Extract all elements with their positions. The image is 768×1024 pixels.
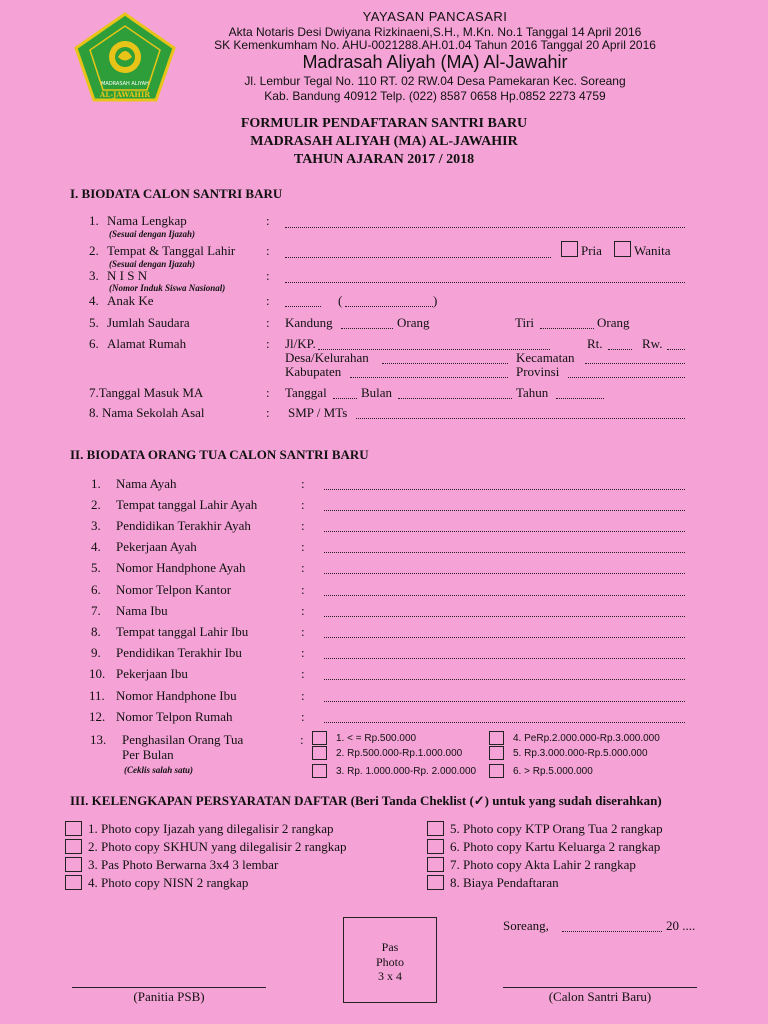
- parent-field-input[interactable]: [324, 572, 685, 574]
- school-name: Madrasah Aliyah (MA) Al-Jawahir: [302, 52, 568, 72]
- photo-label-3: 3 x 4: [378, 969, 402, 983]
- parent-field-colon: :: [301, 688, 305, 703]
- alamat-label: Alamat Rumah: [107, 336, 187, 351]
- parent-field-number: 7.: [91, 603, 101, 618]
- requirement-2-checkbox[interactable]: [65, 839, 82, 854]
- jlkp-label: Jl/KP.: [285, 336, 316, 351]
- section3-heading: III. KELENGKAPAN PERSYARATAN DAFTAR (Beri Tanda Cheklist (✓) untuk yang sudah diserahkan): [70, 793, 662, 808]
- parent-field-colon: :: [301, 603, 305, 618]
- parent-field-colon: :: [301, 539, 305, 554]
- parent-field-input[interactable]: [324, 488, 685, 490]
- year-label: 20 ....: [666, 918, 696, 933]
- parent-field-label: Pendidikan Terakhir Ibu: [116, 645, 242, 660]
- anak-input[interactable]: [285, 305, 321, 307]
- address-line-1: Jl. Lembur Tegal No. 110 RT. 02 RW.04 Desa Pamekaran Kec. Soreang: [244, 74, 626, 88]
- sk-number: SK Kemenkumham No. AHU-0021288.AH.01.04 Tahun 2016 Tanggal 20 April 2016: [214, 38, 656, 52]
- requirement-7-checkbox[interactable]: [427, 857, 444, 872]
- tahun-input[interactable]: [556, 397, 604, 399]
- nama-input[interactable]: [285, 226, 685, 228]
- requirement-1: 1. Photo copy Ijazah yang dilegalisir 2 rangkap: [88, 821, 334, 836]
- parent-field-number: 12.: [89, 709, 106, 724]
- right-signature-label: (Calon Santri Baru): [548, 989, 652, 1004]
- requirement-5-checkbox[interactable]: [427, 821, 444, 836]
- anak-paren-open: (: [338, 293, 343, 308]
- smp-label: SMP / MTs: [288, 405, 348, 420]
- date-input[interactable]: [562, 930, 662, 932]
- nisn-input[interactable]: [285, 281, 685, 283]
- requirement-8-checkbox[interactable]: [427, 875, 444, 890]
- saudara-label: Jumlah Saudara: [107, 315, 190, 330]
- pria-checkbox[interactable]: [561, 241, 578, 257]
- requirement-7: 7. Photo copy Akta Lahir 2 rangkap: [450, 857, 636, 872]
- income-option-6: 6. > Rp.5.000.000: [513, 766, 593, 777]
- tiri-label: Tiri: [515, 315, 535, 330]
- income-option-6-checkbox[interactable]: [489, 764, 504, 778]
- ttl-colon: :: [266, 243, 270, 258]
- tanggal-input[interactable]: [333, 397, 357, 399]
- requirement-3: 3. Pas Photo Berwarna 3x4 3 lembar: [88, 857, 279, 872]
- anak-total-input[interactable]: [345, 305, 433, 307]
- desa-input[interactable]: [382, 362, 508, 364]
- income-option-2-checkbox[interactable]: [312, 746, 327, 760]
- income-number: 13.: [90, 732, 107, 747]
- parent-field-input[interactable]: [324, 700, 685, 702]
- income-option-1-checkbox[interactable]: [312, 731, 327, 745]
- parent-field-input[interactable]: [324, 636, 685, 638]
- pria-label: Pria: [581, 243, 602, 258]
- parent-field-label: Pendidikan Terakhir Ayah: [116, 518, 251, 533]
- masuk-label: 7.Tanggal Masuk MA: [89, 385, 204, 400]
- sekolah-input[interactable]: [356, 417, 685, 419]
- nisn-note: (Nomor Induk Siswa Nasional): [109, 283, 226, 293]
- requirement-4-checkbox[interactable]: [65, 875, 82, 890]
- parent-field-colon: :: [301, 560, 305, 575]
- income-option-5-checkbox[interactable]: [489, 746, 504, 760]
- anak-colon: :: [266, 293, 270, 308]
- requirement-4: 4. Photo copy NISN 2 rangkap: [88, 875, 249, 890]
- nama-number: 1.: [89, 213, 99, 228]
- income-option-5: 5. Rp.3.000.000-Rp.5.000.000: [513, 748, 648, 759]
- income-note: (Ceklis salah satu): [124, 765, 194, 775]
- kandung-orang: Orang: [397, 315, 430, 330]
- requirement-1-checkbox[interactable]: [65, 821, 82, 836]
- requirement-5: 5. Photo copy KTP Orang Tua 2 rangkap: [450, 821, 663, 836]
- parent-field-number: 9.: [91, 645, 101, 660]
- tiri-orang: Orang: [597, 315, 630, 330]
- parent-field-number: 10.: [89, 666, 106, 681]
- photo-box: [343, 917, 437, 1003]
- income-option-2: 2. Rp.500.000-Rp.1.000.000: [336, 748, 463, 759]
- kabupaten-label: Kabupaten: [285, 364, 342, 379]
- alamat-number: 6.: [89, 336, 99, 351]
- parent-field-label: Nomor Handphone Ibu: [116, 688, 237, 703]
- parent-field-input[interactable]: [324, 551, 685, 553]
- tiri-input[interactable]: [540, 327, 594, 329]
- requirement-8: 8. Biaya Pendaftaran: [450, 875, 559, 890]
- rw-label: Rw.: [642, 336, 663, 351]
- nama-colon: :: [266, 213, 270, 228]
- income-option-3: 3. Rp. 1.000.000-Rp. 2.000.000: [336, 766, 477, 777]
- requirement-6-checkbox[interactable]: [427, 839, 444, 854]
- nisn-label: N I S N: [107, 268, 148, 283]
- photo-label-2: Photo: [375, 955, 404, 969]
- notary-deed: Akta Notaris Desi Dwiyana Rizkinaeni,S.H., M.Kn. No.1 Tanggal 14 April 2016: [228, 25, 642, 39]
- wanita-label: Wanita: [634, 243, 671, 258]
- parent-field-label: Tempat tanggal Lahir Ayah: [116, 497, 258, 512]
- parent-field-input[interactable]: [324, 594, 685, 596]
- kandung-label: Kandung: [285, 315, 333, 330]
- masuk-colon: :: [266, 385, 270, 400]
- income-colon: :: [300, 732, 304, 747]
- parent-field-number: 3.: [91, 518, 101, 533]
- section1-heading: I. BIODATA CALON SANTRI BARU: [70, 186, 283, 201]
- parent-field-number: 4.: [91, 539, 101, 554]
- section2-heading: II. BIODATA ORANG TUA CALON SANTRI BARU: [70, 447, 369, 462]
- anak-label: Anak Ke: [107, 293, 154, 308]
- provinsi-label: Provinsi: [516, 364, 560, 379]
- address-line-2: Kab. Bandung 40912 Telp. (022) 8587 0658 Hp.0852 2273 4759: [264, 89, 606, 103]
- requirement-3-checkbox[interactable]: [65, 857, 82, 872]
- nisn-number: 3.: [89, 268, 99, 283]
- rt-label: Rt.: [587, 336, 603, 351]
- foundation-name: YAYASAN PANCASARI: [362, 9, 508, 24]
- parent-field-number: 5.: [91, 560, 101, 575]
- alamat-colon: :: [266, 336, 270, 351]
- saudara-colon: :: [266, 315, 270, 330]
- parent-field-label: Pekerjaan Ibu: [116, 666, 188, 681]
- parent-field-colon: :: [301, 666, 305, 681]
- logo-text-bottom: AL-JAWAHIR: [99, 90, 151, 99]
- parent-field-label: Pekerjaan Ayah: [116, 539, 197, 554]
- kandung-input[interactable]: [341, 327, 393, 329]
- school-title: MADRASAH ALIYAH (MA) AL-JAWAHIR: [250, 134, 518, 149]
- tanggal-label: Tanggal: [285, 385, 327, 400]
- left-signature-line[interactable]: [72, 987, 266, 988]
- parent-field-number: 8.: [91, 624, 101, 639]
- photo-label-1: Pas: [381, 940, 399, 954]
- requirement-2: 2. Photo copy SKHUN yang dilegalisir 2 rangkap: [88, 839, 347, 854]
- parent-field-label: Nomor Telpon Kantor: [116, 582, 232, 597]
- right-signature-line[interactable]: [503, 987, 697, 988]
- nisn-colon: :: [266, 268, 270, 283]
- rw-input[interactable]: [667, 348, 685, 350]
- saudara-number: 5.: [89, 315, 99, 330]
- parent-field-input[interactable]: [324, 530, 685, 532]
- income-option-4-checkbox[interactable]: [489, 731, 504, 745]
- ttl-number: 2.: [89, 243, 99, 258]
- parent-field-label: Nama Ayah: [116, 476, 177, 491]
- parent-field-input[interactable]: [324, 615, 685, 617]
- ttl-label: Tempat & Tanggal Lahir: [107, 243, 236, 258]
- provinsi-input[interactable]: [568, 376, 685, 378]
- wanita-checkbox[interactable]: [614, 241, 631, 257]
- parent-field-colon: :: [301, 645, 305, 660]
- parent-field-input[interactable]: [324, 509, 685, 511]
- sekolah-colon: :: [266, 405, 270, 420]
- parent-field-number: 6.: [91, 582, 101, 597]
- parent-field-input[interactable]: [324, 678, 685, 680]
- parent-field-colon: :: [301, 497, 305, 512]
- tahun-label: Tahun: [516, 385, 549, 400]
- parent-field-colon: :: [301, 518, 305, 533]
- parent-field-colon: :: [301, 476, 305, 491]
- income-label-2: Per Bulan: [122, 747, 174, 762]
- parent-field-label: Nomor Handphone Ayah: [116, 560, 246, 575]
- form-title: FORMULIR PENDAFTARAN SANTRI BARU: [240, 116, 528, 131]
- nama-label: Nama Lengkap: [107, 213, 187, 228]
- place-label: Soreang,: [503, 918, 549, 933]
- bulan-label: Bulan: [361, 385, 393, 400]
- requirement-6: 6. Photo copy Kartu Keluarga 2 rangkap: [450, 839, 661, 854]
- nama-note: (Sesuai dengan Ijazah): [109, 229, 196, 239]
- logo-text-top: MADRASAH ALIYAH: [101, 81, 149, 87]
- parent-field-number: 1.: [91, 476, 101, 491]
- income-label-1: Penghasilan Orang Tua: [122, 732, 244, 747]
- parent-field-label: Tempat tanggal Lahir Ibu: [116, 624, 249, 639]
- parent-field-colon: :: [301, 709, 305, 724]
- rt-input[interactable]: [608, 348, 632, 350]
- anak-number: 4.: [89, 293, 99, 308]
- parent-field-colon: :: [301, 624, 305, 639]
- income-option-1: 1. < = Rp.500.000: [336, 733, 417, 744]
- kabupaten-input[interactable]: [350, 376, 508, 378]
- parent-field-number: 11.: [89, 688, 105, 703]
- parent-field-label: Nama Ibu: [116, 603, 168, 618]
- anak-paren-close: ): [433, 293, 438, 308]
- bulan-input[interactable]: [398, 397, 512, 399]
- parent-field-label: Nomor Telpon Rumah: [116, 709, 233, 724]
- parent-field-input[interactable]: [324, 657, 685, 659]
- ttl-input[interactable]: [285, 256, 551, 258]
- parent-field-input[interactable]: [324, 721, 685, 723]
- desa-label: Desa/Kelurahan: [285, 350, 369, 365]
- kecamatan-input[interactable]: [585, 362, 685, 364]
- academic-year: TAHUN AJARAN 2017 / 2018: [293, 152, 475, 167]
- left-signature-label: (Panitia PSB): [133, 989, 205, 1004]
- income-option-4: 4. PeRp.2.000.000-Rp.3.000.000: [513, 733, 660, 744]
- kecamatan-label: Kecamatan: [516, 350, 575, 365]
- parent-field-colon: :: [301, 582, 305, 597]
- sekolah-label: 8. Nama Sekolah Asal: [89, 405, 205, 420]
- parent-field-number: 2.: [91, 497, 101, 512]
- ttl-note: (Sesuai dengan Ijazah): [109, 259, 196, 269]
- income-option-3-checkbox[interactable]: [312, 764, 327, 778]
